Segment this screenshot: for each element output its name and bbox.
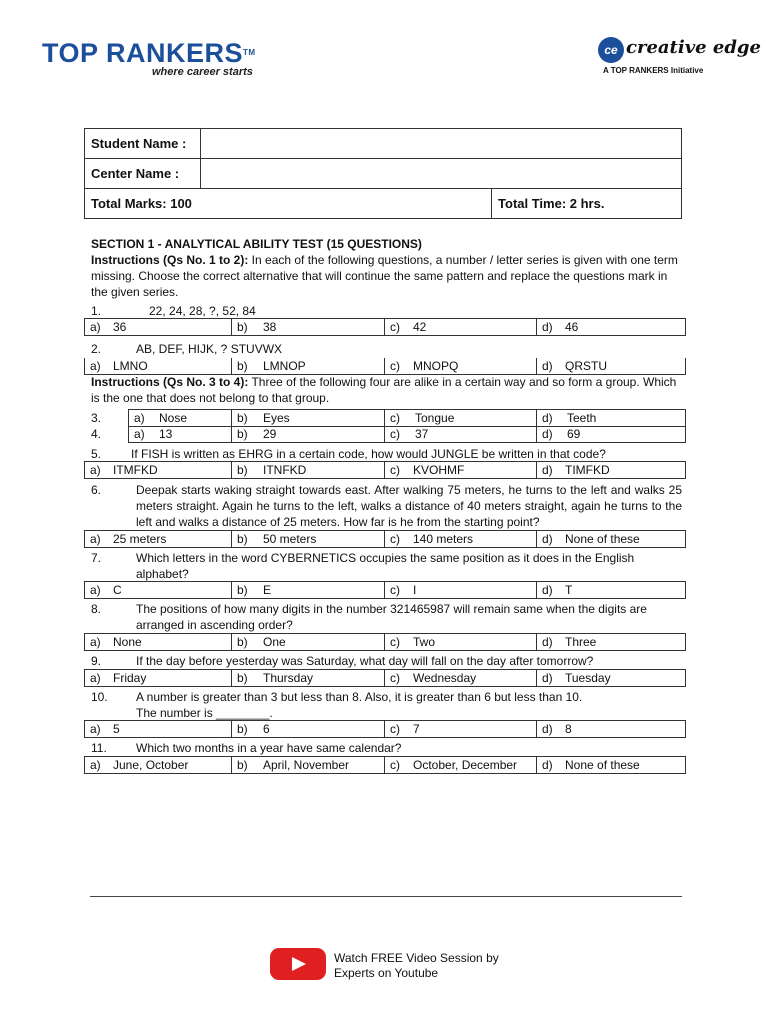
q7-opt-b-label: b) — [237, 583, 248, 597]
q1-opt-c[interactable]: 42 — [413, 320, 427, 334]
q3-opt-c-label: c) — [390, 411, 400, 425]
q7-opt-a-label: a) — [90, 583, 101, 597]
ce-badge-icon: ce — [598, 37, 624, 63]
q9-opt-c-label: c) — [390, 671, 400, 685]
student-name-label: Student Name : — [85, 129, 201, 159]
q7-opt-c[interactable]: I — [413, 583, 417, 597]
instructions-2 — [91, 374, 685, 406]
q10-opt-c[interactable]: 7 — [413, 722, 420, 736]
q3-opt-c[interactable]: Tongue — [415, 411, 455, 425]
q9-opt-d-label: d) — [542, 671, 553, 685]
q10-text-line1: A number is greater than 3 but less than 8. Also, it is greater than 6 but less than 10. — [136, 690, 583, 704]
q10-opt-a[interactable]: 5 — [113, 722, 120, 736]
brand-right-name: creative edge — [626, 37, 761, 58]
q5-text: If FISH is written as EHRG in a certain code, how would JUNGLE be written in that code? — [131, 447, 606, 461]
q7-opt-d-label: d) — [542, 583, 553, 597]
q9-opt-a-label: a) — [90, 671, 101, 685]
q3-q4-options — [128, 409, 686, 443]
total-marks: Total Marks: 100 — [85, 189, 492, 219]
q2-opt-c-label: c) — [390, 359, 400, 373]
video-line-2: Experts on Youtube — [334, 966, 439, 980]
section-title: SECTION 1 - ANALYTICAL ABILITY TEST (15 QUESTIONS) — [91, 237, 422, 251]
q9-text: If the day before yesterday was Saturday, what day will fall on the day after tomorrow? — [136, 654, 594, 668]
q2-opt-a-label: a) — [90, 359, 101, 373]
q6-opt-c-label: c) — [390, 532, 400, 546]
q8-text: The positions of how many digits in the number 321465987 will remain same when the digits are arranged in ascending order? — [136, 602, 647, 632]
q2-opt-b[interactable]: LMNOP — [263, 359, 306, 373]
center-name-label: Center Name : — [85, 159, 201, 189]
q1-opt-c-label: c) — [390, 320, 400, 334]
q2-opt-d-label: d) — [542, 359, 553, 373]
q7-opt-a[interactable]: C — [113, 583, 122, 597]
q5-opt-a[interactable]: ITMFKD — [113, 463, 158, 477]
trademark: TM — [243, 48, 256, 57]
q8-opt-c[interactable]: Two — [413, 635, 436, 649]
q7-options — [84, 581, 686, 599]
q7-opt-b[interactable]: E — [263, 583, 272, 597]
q10-number: 10. — [91, 690, 108, 704]
q8-opt-d[interactable]: Three — [565, 635, 597, 649]
q5-opt-d-label: d) — [542, 463, 553, 477]
q1-opt-b-label: b) — [237, 320, 248, 334]
q5-opt-d[interactable]: TIMFKD — [565, 463, 610, 477]
q8-opt-d-label: d) — [542, 635, 553, 649]
q3-opt-a-label: a) — [134, 411, 145, 425]
q10-text-line2: The number is ________. — [136, 706, 273, 720]
q4-opt-c[interactable]: 37 — [415, 427, 429, 441]
instructions-1 — [91, 252, 685, 300]
footer-divider — [90, 896, 682, 897]
q2-opt-a[interactable]: LMNO — [113, 359, 148, 373]
q6-opt-b[interactable]: 50 meters — [263, 532, 317, 546]
q2-number: 2. — [91, 342, 102, 356]
q10-opt-a-label: a) — [90, 722, 101, 736]
q2-opt-b-label: b) — [237, 359, 248, 373]
q10-opt-d-label: d) — [542, 722, 553, 736]
q4-number: 4. — [91, 427, 102, 441]
creative-edge-logo — [595, 35, 761, 83]
q5-opt-b[interactable]: ITNFKD — [263, 463, 307, 477]
q9-options — [84, 669, 686, 687]
q4-opt-c-label: c) — [390, 427, 400, 441]
q1-opt-a-label: a) — [90, 320, 101, 334]
q2-options — [84, 358, 686, 375]
q10-options — [84, 720, 686, 738]
q6-opt-d-label: d) — [542, 532, 553, 546]
center-name-field[interactable] — [201, 159, 682, 189]
youtube-link-text[interactable] — [334, 951, 499, 981]
q6-opt-d[interactable]: None of these — [565, 532, 640, 546]
q9-opt-b-label: b) — [237, 671, 248, 685]
instructions-1-text: In each of the following questions, a number / letter series is given with one term missing. Choose the correct alternative that will continue the same pattern and replace the questions mark in the given series. — [91, 253, 678, 299]
q1-opt-d-label: d) — [542, 320, 553, 334]
q11-opt-c[interactable]: October, December — [413, 758, 518, 772]
q6-opt-c[interactable]: 140 meters — [413, 532, 474, 546]
instructions-2-text: Three of the following four are alike in a certain way and so form a group. Which is the one that does not belong to that group. — [91, 375, 677, 405]
instructions-1-heading: Instructions (Qs No. 1 to 2): — [91, 253, 249, 267]
q5-opt-c-label: c) — [390, 463, 400, 477]
q2-opt-d[interactable]: QRSTU — [565, 359, 607, 373]
q2-opt-c[interactable]: MNOPQ — [413, 359, 459, 373]
q11-opt-b[interactable]: April, November — [263, 758, 350, 772]
q1-opt-b[interactable]: 38 — [263, 320, 277, 334]
q5-opt-c[interactable]: KVOHMF — [413, 463, 465, 477]
q8-options — [84, 633, 686, 651]
q8-opt-c-label: c) — [390, 635, 400, 649]
q4-opt-d[interactable]: 69 — [567, 427, 581, 441]
q3-opt-a[interactable]: Nose — [159, 411, 188, 425]
q6-options — [84, 530, 686, 548]
q9-opt-a[interactable]: Friday — [113, 671, 147, 685]
q6-number: 6. — [91, 483, 102, 497]
q4-opt-b-label: b) — [237, 427, 248, 441]
brand-left-name: TOP RANKERS — [42, 38, 244, 68]
q8-opt-b[interactable]: One — [263, 635, 286, 649]
q6-opt-b-label: b) — [237, 532, 248, 546]
q3-number: 3. — [91, 411, 102, 425]
q4-opt-a-label: a) — [134, 427, 145, 441]
q9-opt-c[interactable]: Wednesday — [413, 671, 477, 685]
q11-opt-c-label: c) — [390, 758, 400, 772]
q8-opt-a-label: a) — [90, 635, 101, 649]
q11-opt-a[interactable]: June, October — [113, 758, 189, 772]
brand-left-tagline: where career starts — [152, 66, 253, 78]
student-name-field[interactable] — [201, 129, 682, 159]
q1-opt-d[interactable]: 46 — [565, 320, 579, 334]
q11-opt-d-label: d) — [542, 758, 553, 772]
q5-options — [84, 461, 686, 479]
q9-opt-b[interactable]: Thursday — [263, 671, 314, 685]
q1-options — [84, 318, 686, 336]
q9-opt-d[interactable]: Tuesday — [565, 671, 611, 685]
q11-opt-a-label: a) — [90, 758, 101, 772]
q10-opt-c-label: c) — [390, 722, 400, 736]
q7-number: 7. — [91, 551, 102, 565]
q3-opt-d-label: d) — [542, 411, 553, 425]
q3-opt-b[interactable]: Eyes — [263, 411, 290, 425]
q1-number: 1. — [91, 304, 102, 318]
total-time: Total Time: 2 hrs. — [492, 189, 682, 219]
q1-text: 22, 24, 28, ?, 52, 84 — [149, 304, 256, 318]
q10-opt-b[interactable]: 6 — [263, 722, 270, 736]
q11-options — [84, 756, 686, 774]
q10-opt-d[interactable]: 8 — [565, 722, 572, 736]
brand-right-tagline: A TOP RANKERS Initiative — [603, 66, 704, 75]
video-line-1: Watch FREE Video Session by — [334, 951, 499, 965]
q4-opt-b[interactable]: 29 — [263, 427, 277, 441]
youtube-play-icon[interactable] — [270, 948, 326, 980]
q6-text: Deepak starts waking straight towards east. After walking 75 meters, he turns to the left and walks 25 meters straight. Again he turns to the left, walks a distance of 40 meters straight, again he turns to the left and walks a distance of 25 meters. How far is he from the starting point? — [136, 483, 682, 529]
q4-opt-a[interactable]: 13 — [159, 427, 173, 441]
q11-text: Which two months in a year have same calendar? — [136, 741, 402, 755]
q11-opt-d[interactable]: None of these — [565, 758, 640, 772]
student-info-table — [84, 128, 682, 219]
q5-number: 5. — [91, 447, 102, 461]
q10-opt-b-label: b) — [237, 722, 248, 736]
q7-opt-d[interactable]: T — [565, 583, 573, 597]
instructions-2-heading: Instructions (Qs No. 3 to 4): — [91, 375, 249, 389]
q7-opt-c-label: c) — [390, 583, 400, 597]
q8-number: 8. — [91, 602, 102, 616]
q11-number: 11. — [91, 741, 107, 755]
q6-opt-a[interactable]: 25 meters — [113, 532, 167, 546]
q11-opt-b-label: b) — [237, 758, 248, 772]
q6-opt-a-label: a) — [90, 532, 101, 546]
top-rankers-logo — [42, 38, 262, 83]
q8-opt-b-label: b) — [237, 635, 248, 649]
q5-opt-a-label: a) — [90, 463, 101, 477]
q2-text: AB, DEF, HIJK, ? STUVWX — [136, 342, 283, 356]
q4-opt-d-label: d) — [542, 427, 553, 441]
q1-opt-a[interactable]: 36 — [113, 320, 127, 334]
q7-text: Which letters in the word CYBERNETICS occupies the same position as it does in the English alphabet? — [136, 551, 635, 581]
q3-opt-b-label: b) — [237, 411, 248, 425]
q5-opt-b-label: b) — [237, 463, 248, 477]
q8-opt-a[interactable]: None — [113, 635, 142, 649]
q3-opt-d[interactable]: Teeth — [567, 411, 597, 425]
q9-number: 9. — [91, 654, 102, 668]
